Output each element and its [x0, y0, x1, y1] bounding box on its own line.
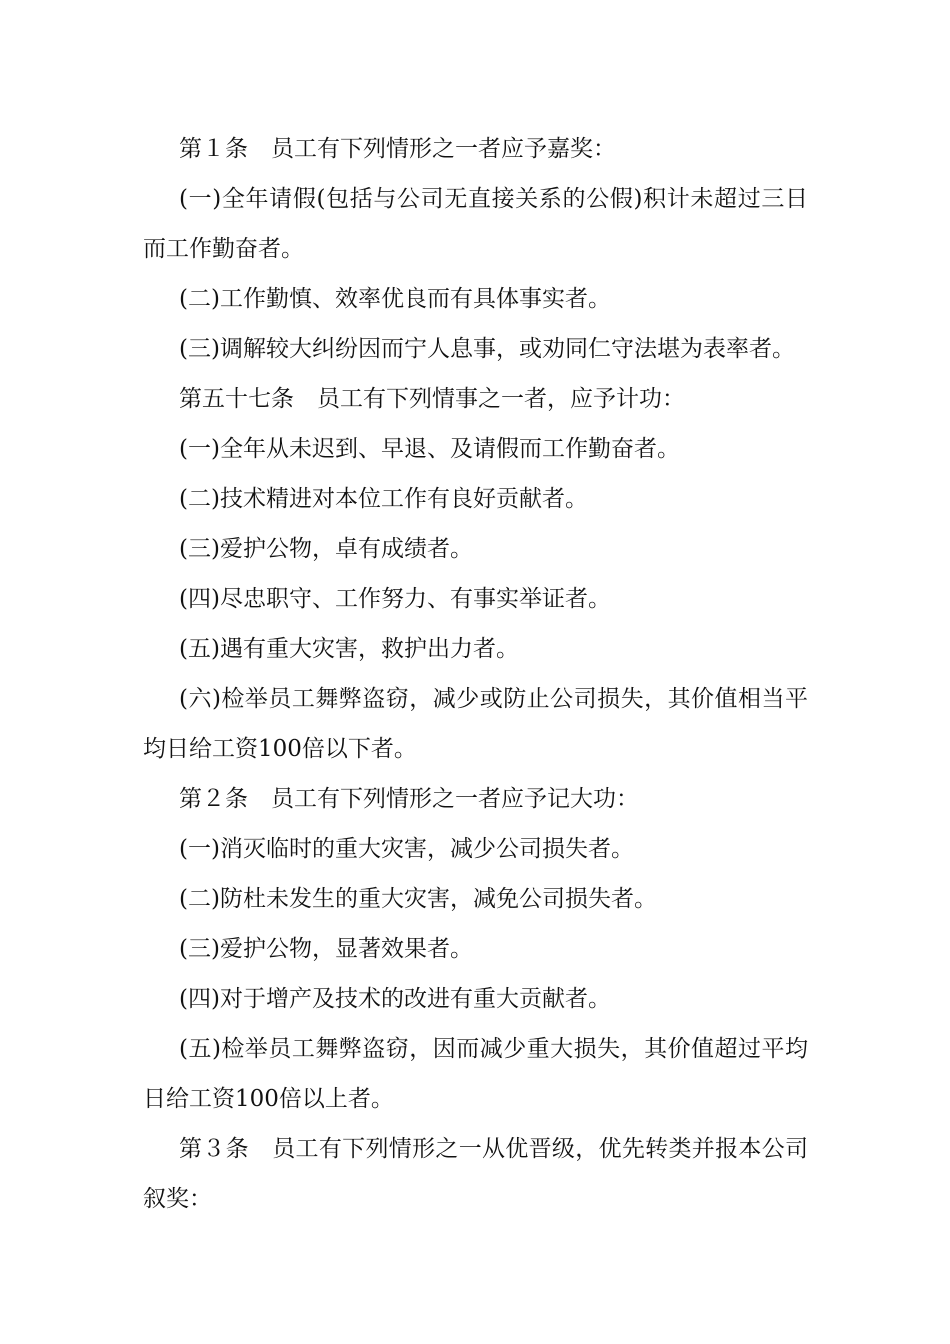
article-57-item-6: (六)检举员工舞弊盗窃，减少或防止公司损失，其价值相当平均日给工资100倍以下者。 [143, 686, 808, 762]
article-1-item-1: (一)全年请假(包括与公司无直接关系的公假)积计未超过三日而工作勤奋者。 [143, 186, 808, 262]
article-2-heading: 第２条 员工有下列情形之一者应予记大功： [179, 786, 639, 812]
article-2-item-3: (三)爱护公物，显著效果者。 [179, 936, 473, 962]
article-3-heading: 第３条 员工有下列情形之一从优晋级，优先转类并报本公司叙奖： [143, 1136, 808, 1212]
article-2-item-4: (四)对于增产及技术的改进有重大贡献者。 [179, 986, 611, 1012]
article-2-item-2: (二)防杜未发生的重大灾害，减免公司损失者。 [179, 886, 657, 912]
article-1-item-2: (二)工作勤慎、效率优良而有具体事实者。 [179, 286, 611, 312]
article-57-item-4: (四)尽忠职守、工作努力、有事实举证者。 [179, 586, 611, 612]
article-57-item-2: (二)技术精进对本位工作有良好贡献者。 [179, 486, 588, 512]
article-57-item-5: (五)遇有重大灾害，救护出力者。 [179, 636, 519, 662]
article-57-heading: 第五十七条 员工有下列情事之一者，应予计功： [179, 386, 685, 412]
document-page [143, 124, 808, 1224]
article-2-item-5: (五)检举员工舞弊盗窃，因而减少重大损失，其价值超过平均日给工资100倍以上者。 [143, 1036, 808, 1112]
article-57-item-1: (一)全年从未迟到、早退、及请假而工作勤奋者。 [179, 436, 680, 462]
article-1-item-3: (三)调解较大纠纷因而宁人息事，或劝同仁守法堪为表率者。 [179, 336, 795, 362]
article-57-item-3: (三)爱护公物，卓有成绩者。 [179, 536, 473, 562]
article-2-item-1: (一)消灭临时的重大灾害，减少公司损失者。 [179, 836, 634, 862]
article-1-heading: 第１条 员工有下列情形之一者应予嘉奖： [179, 136, 616, 162]
